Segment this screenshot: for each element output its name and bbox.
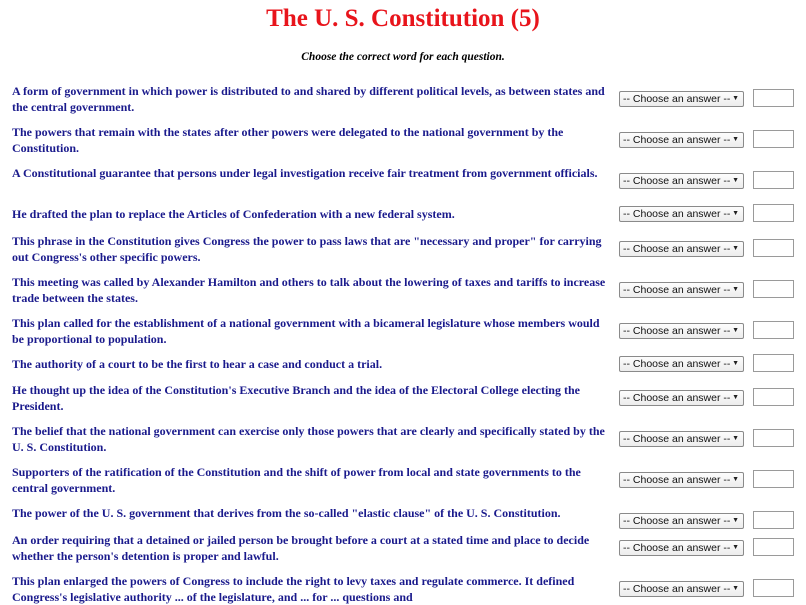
triangle-down-icon: ▼ xyxy=(732,210,739,217)
answer-select-value: -- Choose an answer -- xyxy=(623,433,731,445)
answer-letter-box[interactable] xyxy=(753,204,794,222)
answer-select-value: -- Choose an answer -- xyxy=(623,243,731,255)
triangle-down-icon: ▼ xyxy=(732,136,739,143)
answer-select-value: -- Choose an answer -- xyxy=(623,358,731,370)
question-text: The belief that the national government can exercise only those powers that are clearly and specifically stated by the U. S. Constitution. xyxy=(12,424,605,454)
answer-select-value: -- Choose an answer -- xyxy=(623,515,731,527)
answer-select[interactable] xyxy=(619,581,744,597)
answer-select-value: -- Choose an answer -- xyxy=(623,175,731,187)
question-text: He drafted the plan to replace the Articles of Confederation with a new federal system. xyxy=(12,207,455,221)
question-text: An order requiring that a detained or jailed person be brought before a court at a stated time and place to decide whether the person's detention is proper and lawful. xyxy=(12,533,590,563)
triangle-down-icon: ▼ xyxy=(732,327,739,334)
triangle-down-icon: ▼ xyxy=(732,245,739,252)
answer-select[interactable] xyxy=(619,323,744,339)
triangle-down-icon: ▼ xyxy=(732,394,739,401)
question-text: This meeting was called by Alexander Hamilton and others to talk about the lowering of taxes and tariffs to increase trade between the states. xyxy=(12,275,606,305)
answer-select[interactable] xyxy=(619,241,744,257)
answer-select-value: -- Choose an answer -- xyxy=(623,583,731,595)
answer-select-value: -- Choose an answer -- xyxy=(623,134,731,146)
answer-select[interactable] xyxy=(619,356,744,372)
answer-letter-box[interactable] xyxy=(753,89,794,107)
answer-select[interactable] xyxy=(619,132,744,148)
answer-letter-box[interactable] xyxy=(753,239,794,257)
answer-letter-box[interactable] xyxy=(753,280,794,298)
answer-select[interactable] xyxy=(619,472,744,488)
question-text: A Constitutional guarantee that persons under legal investigation receive fair treatment from government officials. xyxy=(12,166,598,180)
answer-letter-box[interactable] xyxy=(753,579,794,597)
answer-letter-box[interactable] xyxy=(753,171,794,189)
question-text: This plan called for the establishment of a national government with a bicameral legislature whose members would be proportional to population. xyxy=(12,316,600,346)
question-text: The power of the U. S. government that derives from the so-called "elastic clause" of the U. S. Constitution. xyxy=(12,506,561,520)
answer-letter-box[interactable] xyxy=(753,388,794,406)
answer-letter-box[interactable] xyxy=(753,354,794,372)
triangle-down-icon: ▼ xyxy=(732,177,739,184)
question-text: He thought up the idea of the Constitution's Executive Branch and the idea of the Electoral College electing the President. xyxy=(12,383,580,413)
question-text: Supporters of the ratification of the Constitution and the shift of power from local and state governments to the central government. xyxy=(12,465,581,495)
triangle-down-icon: ▼ xyxy=(732,95,739,102)
question-text: This plan enlarged the powers of Congress to include the right to levy taxes and regulate commerce. It defined Congress's legislative authority ... of the legislature, and ... for ... questions and xyxy=(12,574,575,604)
triangle-down-icon: ▼ xyxy=(732,360,739,367)
answer-select-value: -- Choose an answer -- xyxy=(623,392,731,404)
answer-select-value: -- Choose an answer -- xyxy=(623,284,731,296)
answer-letter-box[interactable] xyxy=(753,321,794,339)
answer-select[interactable] xyxy=(619,206,744,222)
answer-select[interactable] xyxy=(619,513,744,529)
question-text: A form of government in which power is distributed to and shared by different political levels, as between states and the central government. xyxy=(12,84,605,114)
question-text: The authority of a court to be the first to hear a case and conduct a trial. xyxy=(12,357,383,371)
answer-select[interactable] xyxy=(619,282,744,298)
answer-select-value: -- Choose an answer -- xyxy=(623,93,731,105)
question-text: The powers that remain with the states after other powers were delegated to the national government by the Constitution. xyxy=(12,125,564,155)
instructions-text: Choose the correct word for each question. xyxy=(301,51,505,63)
answer-letter-box[interactable] xyxy=(753,130,794,148)
triangle-down-icon: ▼ xyxy=(732,476,739,483)
answer-select-value: -- Choose an answer -- xyxy=(623,474,731,486)
answer-select[interactable] xyxy=(619,540,744,556)
triangle-down-icon: ▼ xyxy=(732,544,739,551)
triangle-down-icon: ▼ xyxy=(732,286,739,293)
question-text: This phrase in the Constitution gives Congress the power to pass laws that are "necessary and proper" for carrying out Congress's other specific powers. xyxy=(12,234,602,264)
triangle-down-icon: ▼ xyxy=(732,435,739,442)
answer-select[interactable] xyxy=(619,173,744,189)
answer-select-value: -- Choose an answer -- xyxy=(623,325,731,337)
answer-select-value: -- Choose an answer -- xyxy=(623,542,731,554)
answer-letter-box[interactable] xyxy=(753,429,794,447)
answer-select[interactable] xyxy=(619,390,744,406)
answer-select[interactable] xyxy=(619,91,744,107)
triangle-down-icon: ▼ xyxy=(732,585,739,592)
triangle-down-icon: ▼ xyxy=(732,517,739,524)
answer-select-value: -- Choose an answer -- xyxy=(623,208,731,220)
answer-letter-box[interactable] xyxy=(753,511,794,529)
answer-select[interactable] xyxy=(619,431,744,447)
page-title: The U. S. Constitution (5) xyxy=(266,5,540,32)
answer-letter-box[interactable] xyxy=(753,470,794,488)
answer-letter-box[interactable] xyxy=(753,538,794,556)
